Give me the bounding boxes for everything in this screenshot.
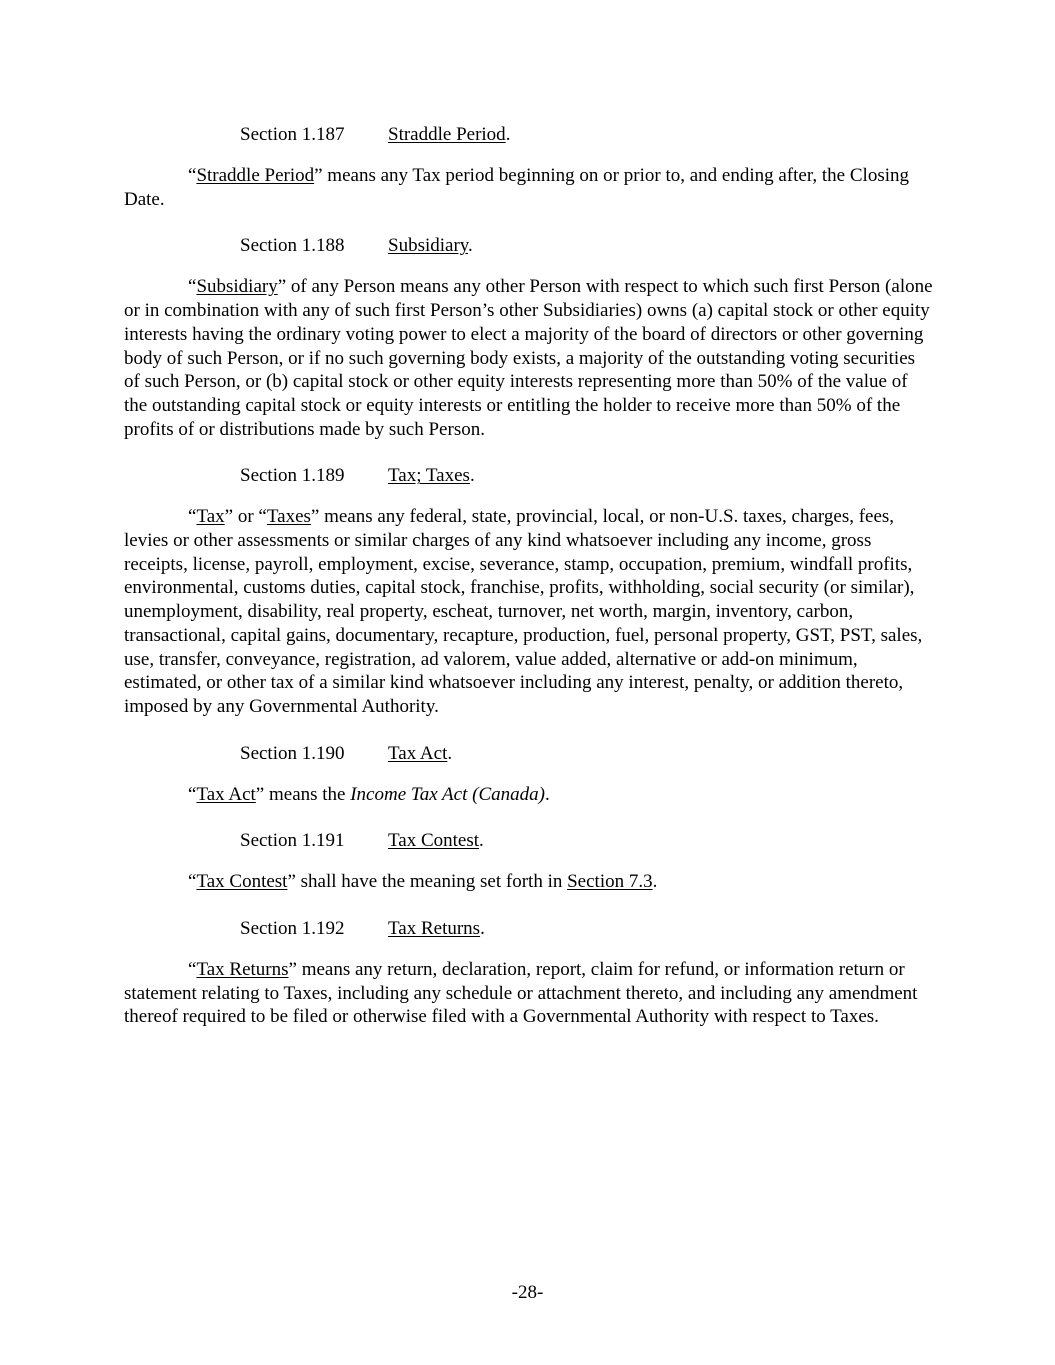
open-quote: “ [188, 276, 197, 298]
section-number: Section 1.188 [240, 235, 345, 257]
open-quote: “ [188, 783, 197, 805]
connector-text: ” or “ [224, 506, 267, 528]
section-title: Tax Act [388, 742, 448, 764]
definition-tax-taxes [124, 505, 934, 718]
open-quote: “ [188, 871, 197, 893]
section-title: Tax Contest [388, 830, 480, 852]
section-title: Subsidiary [388, 235, 469, 257]
connector-text: ” shall have the meaning set forth in [287, 871, 568, 893]
heading-period: . [469, 465, 475, 487]
heading-period: . [447, 742, 453, 764]
open-quote: “ [188, 165, 197, 186]
open-quote: “ [188, 506, 197, 528]
defined-term: Tax Contest [196, 871, 288, 893]
section-number: Section 1.187 [240, 124, 345, 145]
section-title: Tax Returns [388, 918, 481, 940]
page-body [124, 121, 934, 1029]
section-heading-1-191 [240, 827, 934, 854]
connector-text: ” means the [255, 783, 351, 805]
definition-tax-contest [124, 870, 934, 894]
definition-tax-act [124, 783, 934, 807]
section-heading-1-188 [240, 232, 934, 259]
defined-term-2: Taxes [266, 506, 311, 528]
definition-tax-returns [124, 958, 934, 1029]
defined-term: Tax Returns [196, 959, 289, 981]
heading-period: . [505, 124, 511, 145]
statute-name: Income Tax Act (Canada) [350, 783, 545, 805]
section-number: Section 1.192 [240, 918, 345, 940]
definition-text: ” means any return, declaration, report, claim for refund, or information return or statement relating to Taxes, including any schedule or attachment thereto, and including any amendment thereof required to be filed or otherwise filed with a Governmental Authority with respect to Taxes. [124, 959, 918, 1028]
defined-term: Tax [196, 506, 225, 528]
defined-term: Tax Act [196, 783, 256, 805]
open-quote: “ [188, 959, 197, 981]
heading-period: . [480, 918, 485, 940]
page-number: -28- [511, 1282, 544, 1303]
heading-period: . [468, 235, 473, 257]
section-number: Section 1.191 [240, 830, 345, 852]
definition-text: . [652, 871, 658, 893]
section-reference-link[interactable]: Section 7.3 [567, 871, 653, 893]
section-title: Tax; Taxes [388, 465, 470, 487]
defined-term: Straddle Period [196, 165, 315, 186]
section-number: Section 1.189 [240, 465, 345, 487]
definition-text: ” means any federal, state, provincial, local, or non-U.S. taxes, charges, fees, levies or other assessments or similar charges of any kind whatsoever including any income, gross receipts, license, payroll, employment, excise, severance, stamp, occupation, premium, windfall profits, environmental, customs duties, capital stock, franchise, profits, withholding, social security (or similar), unemployment, disability, real property, escheat, turnover, net worth, margin, inventory, carbon, transactional, capital gains, documentary, recapture, production, fuel, personal property, GST, PST, sales, use, transfer, conveyance, registration, ad valorem, value added, alternative or add-on minimum, estimated, or other tax of a similar kind whatsoever including any interest, penalty, or addition thereto, imposed by any Governmental Authority. [124, 506, 923, 717]
section-heading-1-190 [240, 740, 934, 767]
definition-straddle-period [124, 164, 934, 211]
section-heading-1-189 [240, 462, 934, 489]
section-heading-1-192 [240, 915, 934, 942]
section-heading-1-187 [240, 121, 934, 148]
definition-text: ” of any Person means any other Person with respect to which such first Person (alone or in combination with any of such first Person’s other Subsidiaries) owns (a) capital stock or other equity interests having the ordinary voting power to elect a majority of the board of directors or other governing body of such Person, or if no such governing body exists, a majority of the outstanding voting securities of such Person, or (b) capital stock or other equity interests representing more than 50% of the value of the outstanding capital stock or equity interests or entitling the holder to receive more than 50% of the profits of or distributions made by such Person. [124, 276, 933, 440]
section-number: Section 1.190 [240, 742, 345, 764]
definition-text: ” means any Tax period beginning on or prior to, and ending after, the Closing Date. [124, 165, 909, 210]
heading-period: . [479, 830, 484, 852]
definition-subsidiary [124, 275, 934, 441]
section-title: Straddle Period [388, 124, 506, 145]
definition-text: . [544, 783, 550, 805]
defined-term: Subsidiary [196, 276, 278, 298]
